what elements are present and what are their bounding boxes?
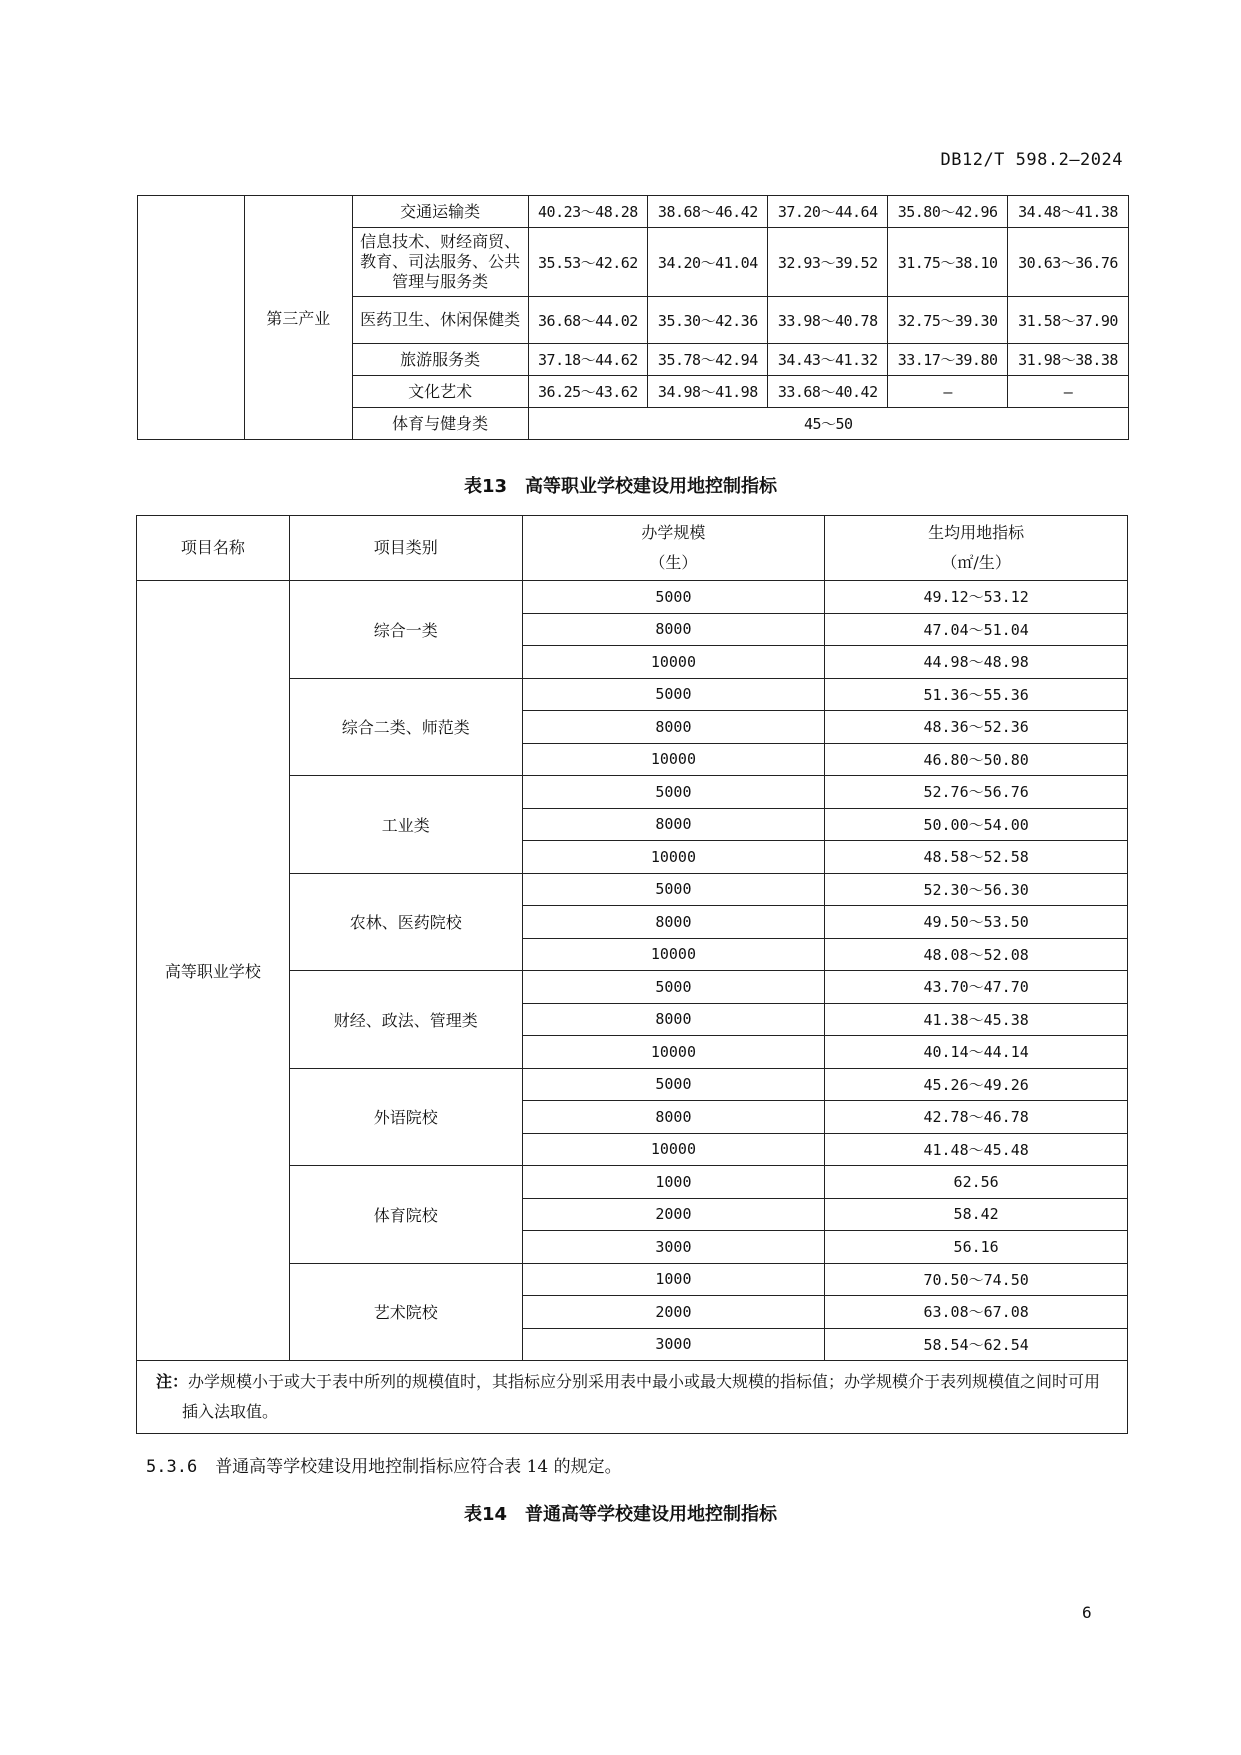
- index-value-cell: 44.98～48.98: [825, 646, 1128, 679]
- index-value-cell: 49.50～53.50: [825, 906, 1128, 939]
- scale-cell: 8000: [522, 808, 825, 841]
- scale-cell: 5000: [522, 971, 825, 1004]
- table13-body: [137, 581, 1128, 1361]
- value-cell: 36.25～43.62: [528, 376, 648, 408]
- index-value-cell: 70.50～74.50: [825, 1263, 1128, 1296]
- scale-cell: 3000: [522, 1328, 825, 1361]
- value-cell: 32.93～39.52: [768, 228, 888, 297]
- table-row: [138, 196, 1129, 228]
- category-cell: 医药卫生、休闲保健类: [352, 297, 528, 344]
- table12-body: [138, 196, 1129, 440]
- value-cell: 40.23～48.28: [528, 196, 648, 228]
- project-type-cell: 工业类: [289, 776, 522, 874]
- table13-header-row: [137, 516, 1128, 581]
- value-cell: 31.98～38.38: [1008, 344, 1129, 376]
- index-value-cell: 56.16: [825, 1231, 1128, 1264]
- value-cell: —: [1008, 376, 1129, 408]
- scale-cell: 8000: [522, 1101, 825, 1134]
- project-type-cell: 财经、政法、管理类: [289, 971, 522, 1069]
- index-value-cell: 62.56: [825, 1166, 1128, 1199]
- project-name-cell: 高等职业学校: [137, 581, 290, 1361]
- table12-continued: [137, 195, 1129, 440]
- table13-note-row: [137, 1361, 1128, 1434]
- index-value-cell: 47.04～51.04: [825, 613, 1128, 646]
- scale-cell: 1000: [522, 1263, 825, 1296]
- index-value-cell: 51.36～55.36: [825, 678, 1128, 711]
- index-value-cell: 49.12～53.12: [825, 581, 1128, 614]
- index-value-cell: 41.48～45.48: [825, 1133, 1128, 1166]
- value-cell: 35.30～42.36: [648, 297, 768, 344]
- value-cell: 35.78～42.94: [648, 344, 768, 376]
- index-value-cell: 43.70～47.70: [825, 971, 1128, 1004]
- paragraph-text: 普通高等学校建设用地控制指标应符合表 14 的规定。: [215, 1457, 622, 1477]
- category-cell: 旅游服务类: [352, 344, 528, 376]
- index-value-cell: 50.00～54.00: [825, 808, 1128, 841]
- value-cell: 31.75～38.10: [888, 228, 1008, 297]
- category-cell: 体育与健身类: [352, 408, 528, 440]
- scale-cell: 5000: [522, 1068, 825, 1101]
- value-cell: 31.58～37.90: [1008, 297, 1129, 344]
- index-value-cell: 41.38～45.38: [825, 1003, 1128, 1036]
- project-type-cell: 体育院校: [289, 1166, 522, 1264]
- scale-cell: 10000: [522, 646, 825, 679]
- paragraph-number: 5.3.6: [146, 1457, 198, 1477]
- table13: [136, 515, 1128, 1434]
- scale-cell: 2000: [522, 1296, 825, 1329]
- category-cell: 交通运输类: [352, 196, 528, 228]
- scale-cell: 5000: [522, 776, 825, 809]
- scale-cell: 8000: [522, 1003, 825, 1036]
- scale-cell: 10000: [522, 938, 825, 971]
- value-cell: 33.17～39.80: [888, 344, 1008, 376]
- index-value-cell: 45.26～49.26: [825, 1068, 1128, 1101]
- value-cell: 34.20～41.04: [648, 228, 768, 297]
- merged-value-cell: 45～50: [528, 408, 1129, 440]
- project-type-cell: 艺术院校: [289, 1263, 522, 1361]
- scale-cell: 8000: [522, 906, 825, 939]
- index-value-cell: 46.80～50.80: [825, 743, 1128, 776]
- scale-cell: 5000: [522, 678, 825, 711]
- value-cell: 34.98～41.98: [648, 376, 768, 408]
- value-cell: 37.20～44.64: [768, 196, 888, 228]
- value-cell: 33.68～40.42: [768, 376, 888, 408]
- header-index-unit: （㎡/生）: [941, 553, 1011, 572]
- index-value-cell: 52.30～56.30: [825, 873, 1128, 906]
- table13-note: [137, 1361, 1128, 1434]
- project-type-cell: 综合一类: [289, 581, 522, 679]
- index-value-cell: 52.76～56.76: [825, 776, 1128, 809]
- document-code: DB12/T 598.2—2024: [940, 150, 1123, 170]
- value-cell: 34.48～41.38: [1008, 196, 1129, 228]
- project-type-cell: 农林、医药院校: [289, 873, 522, 971]
- index-value-cell: 48.36～52.36: [825, 711, 1128, 744]
- index-value-cell: 42.78～46.78: [825, 1101, 1128, 1134]
- scale-cell: 1000: [522, 1166, 825, 1199]
- category-cell: 文化艺术: [352, 376, 528, 408]
- value-cell: 37.18～44.62: [528, 344, 648, 376]
- index-value-cell: 40.14～44.14: [825, 1036, 1128, 1069]
- index-value-cell: 48.58～52.58: [825, 841, 1128, 874]
- scale-cell: 2000: [522, 1198, 825, 1231]
- table14-caption: 表14 普通高等学校建设用地控制指标: [463, 1504, 778, 1525]
- value-cell: 33.98～40.78: [768, 297, 888, 344]
- value-cell: 36.68～44.02: [528, 297, 648, 344]
- note-text: 办学规模小于或大于表中所列的规模值时，其指标应分别采用表中最小或最大规模的指标值；办学规模介于表列规模值之间时可用插入法取值。: [182, 1372, 1101, 1421]
- value-cell: 35.80～42.96: [888, 196, 1008, 228]
- table13-caption: 表13 高等职业学校建设用地控制指标: [463, 476, 778, 497]
- scale-cell: 5000: [522, 873, 825, 906]
- header-index: [825, 516, 1128, 581]
- value-cell: 38.68～46.42: [648, 196, 768, 228]
- header-scale-unit: （生）: [649, 553, 698, 572]
- scale-cell: 8000: [522, 711, 825, 744]
- blank-cell: [138, 196, 245, 440]
- category-cell: 信息技术、财经商贸、教育、司法服务、公共管理与服务类: [352, 228, 528, 297]
- index-value-cell: 48.08～52.08: [825, 938, 1128, 971]
- project-type-cell: 综合二类、师范类: [289, 678, 522, 776]
- page-number: 6: [1082, 1603, 1092, 1622]
- scale-cell: 10000: [522, 1036, 825, 1069]
- scale-cell: 10000: [522, 841, 825, 874]
- value-cell: 35.53～42.62: [528, 228, 648, 297]
- value-cell: 34.43～41.32: [768, 344, 888, 376]
- scale-cell: 3000: [522, 1231, 825, 1264]
- scale-cell: 10000: [522, 1133, 825, 1166]
- project-type-cell: 外语院校: [289, 1068, 522, 1166]
- index-value-cell: 58.42: [825, 1198, 1128, 1231]
- header-scale-label: 办学规模: [641, 523, 706, 542]
- industry-cell: 第三产业: [244, 196, 352, 440]
- header-project-name: 项目名称: [137, 516, 290, 581]
- note-label: 注：: [156, 1372, 189, 1391]
- value-cell: 32.75～39.30: [888, 297, 1008, 344]
- scale-cell: 8000: [522, 613, 825, 646]
- header-scale: [522, 516, 825, 581]
- table-row: [137, 581, 1128, 614]
- scale-cell: 10000: [522, 743, 825, 776]
- paragraph-5-3-6: [146, 1452, 622, 1477]
- value-cell: —: [888, 376, 1008, 408]
- header-index-label: 生均用地指标: [928, 523, 1025, 542]
- index-value-cell: 63.08～67.08: [825, 1296, 1128, 1329]
- scale-cell: 5000: [522, 581, 825, 614]
- header-project-type: 项目类别: [289, 516, 522, 581]
- value-cell: 30.63～36.76: [1008, 228, 1129, 297]
- index-value-cell: 58.54～62.54: [825, 1328, 1128, 1361]
